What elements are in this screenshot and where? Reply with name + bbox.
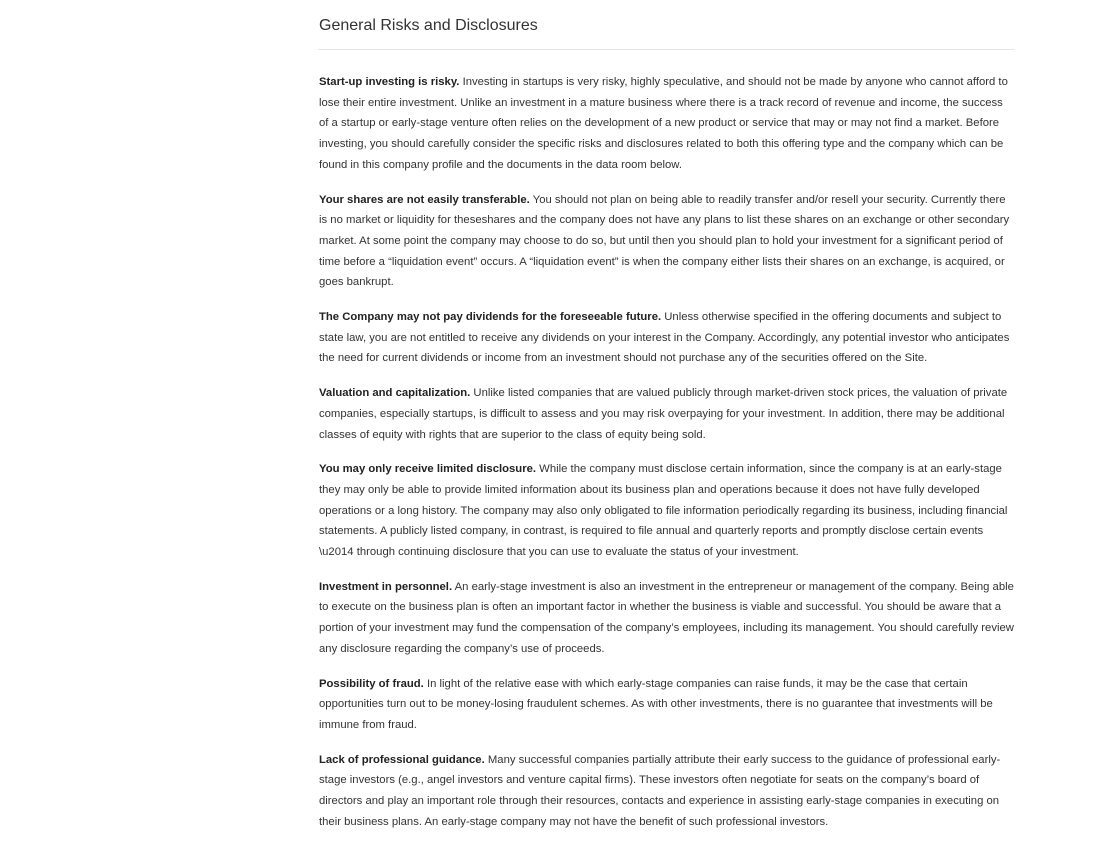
risk-title: Start-up investing is risky. <box>319 76 460 88</box>
risk-body: Many successful companies partially attribute their early success to the guidance of professional early-stage investors (e.g., angel investors and venture capital firms). These investors often negotiate for seats on the company’s board of directors and play an important role through their resources, contacts and experience in assisting early-stage companies in executing on their business plans. An early-stage company may not have the benefit of such professional investors. <box>319 753 1001 828</box>
risk-title: Valuation and capitalization. <box>319 387 471 400</box>
risk-title: Lack of professional guidance. <box>319 753 485 766</box>
section-title: General Risks and Disclosures <box>319 17 538 34</box>
risk-body: In light of the relative ease with which early-stage companies can raise funds, it may be the case that certain opportunities turn out to be money-losing fraudulent schemes. As with other investments, there is no guarantee that investments will be immune from fraud. <box>319 677 993 731</box>
risk-item <box>319 459 1015 563</box>
risk-title: Your shares are not easily transferable. <box>319 193 530 206</box>
risk-item <box>319 72 1015 176</box>
risk-body: Unless otherwise specified in the offering documents and subject to state law, you are not entitled to receive any dividends on your interest in the Company. Accordingly, any potential investor who anticipates the need for current dividends or income from an investment should not purchase any of the securities offered on the Site. <box>319 311 1010 365</box>
risk-item <box>319 577 1015 660</box>
section-divider <box>318 49 1014 50</box>
risks-disclosures-section <box>319 0 1015 828</box>
risk-title: Investment in personnel. <box>319 580 453 593</box>
risk-body: Unlike listed companies that are valued publicly through market-driven stock prices, the valuation of private companies, especially startups, is difficult to assess and you may risk overpaying for your investment. In addition, there may be additional classes of equity with rights that are superior to the class of equity being sold. <box>319 387 1008 441</box>
risk-item <box>319 674 1015 736</box>
risk-item <box>319 750 1015 833</box>
risk-item <box>319 190 1015 294</box>
risk-body: You should not plan on being able to readily transfer and/or resell your security. Currently there is no market or liquidity for theseshares and the company does not have any plans to list these shares on an exchange or other secondary market. At some point the company may choose to do so, but until then you should plan to hold your investment for a significant period of time before a “liquidation event” occurs. A “liquidation event” is when the company either lists their shares on an exchange, is acquired, or goes bankrupt. <box>319 193 1010 289</box>
risk-list <box>319 72 1015 847</box>
risk-title: You may only receive limited disclosure. <box>319 463 537 476</box>
risk-item <box>319 383 1015 445</box>
risk-body: Investing in startups is very risky, highly speculative, and should not be made by anyone who cannot afford to lose their entire investment. Unlike an investment in a mature business where there is a track record of revenue and income, the success of a startup or early-stage venture often relies on the development of a new product or service that may or may not find a market. Before investing, you should carefully consider the specific risks and disclosures related to both this offering type and the company which can be found in this company profile and the documents in the data room below. <box>319 76 1008 171</box>
risk-title: Possibility of fraud. <box>319 677 424 690</box>
risk-body: An early-stage investment is also an investment in the entrepreneur or management of the company. Being able to execute on the business plan is often an important factor in whether the business is viable and successful. You should be aware that a portion of your investment may fund the compensation of the company’s employees, including its management. You should carefully review any disclosure regarding the company’s use of proceeds. <box>319 580 1014 655</box>
risk-body: While the company must disclose certain information, since the company is at an early-stage they may only be able to provide limited information about its business plan and operations because it does not have fully developed operations or a long history. The company may also only obligated to file information periodically regarding its business, including financial statements. A publicly listed company, in contrast, is required to file annual and quarterly reports and promptly disclose certain events \u2014 through continuing disclosure that you can use to evaluate the status of your investment. <box>319 463 1008 559</box>
risk-title: The Company may not pay dividends for the foreseeable future. <box>319 311 662 324</box>
risk-item <box>319 307 1015 369</box>
